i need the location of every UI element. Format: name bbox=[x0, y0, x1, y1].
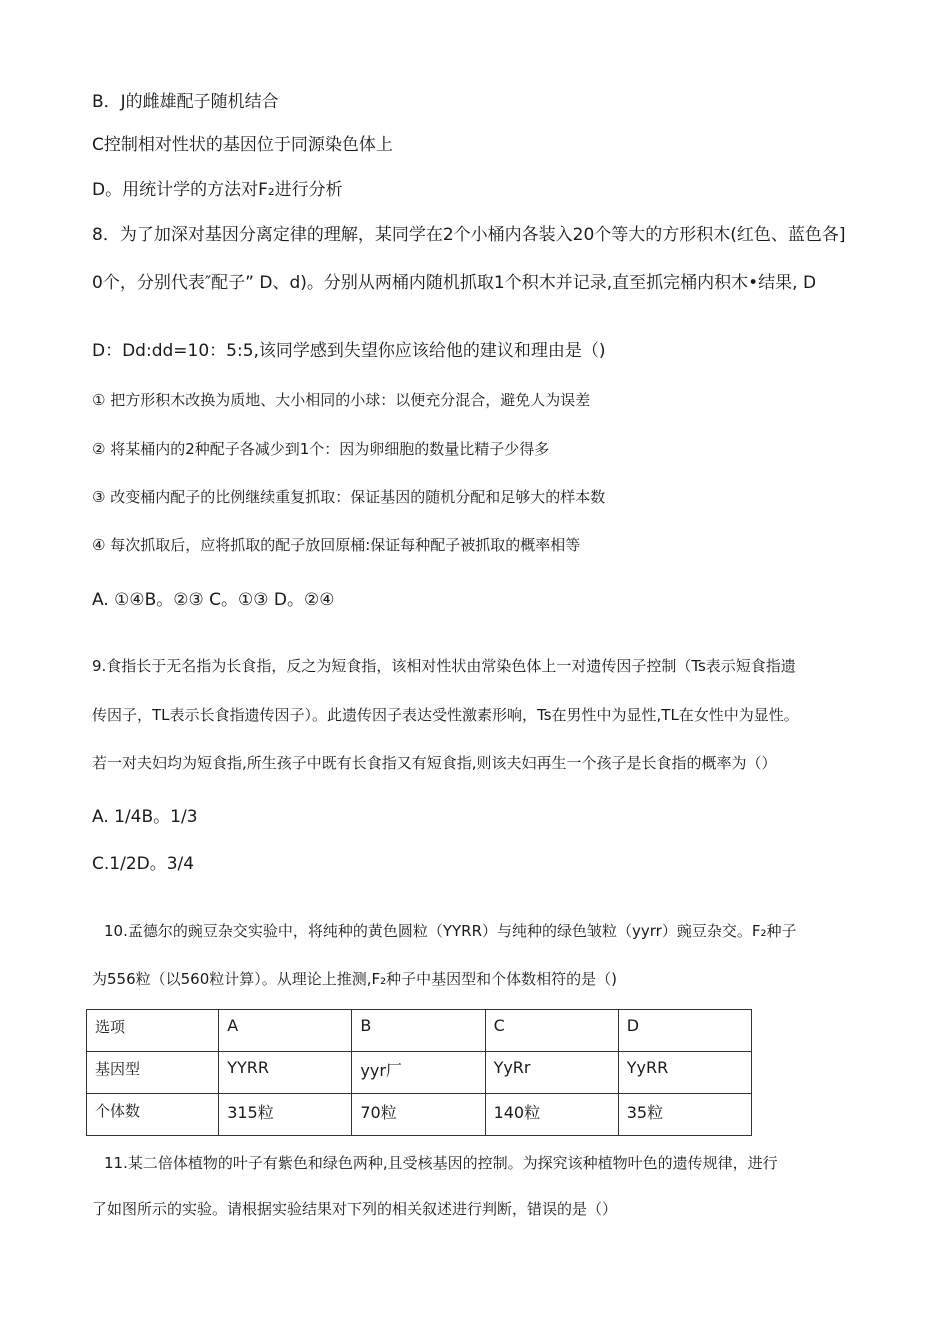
table-row bbox=[87, 1094, 752, 1136]
table-header-cell: 选项 bbox=[87, 1010, 219, 1052]
q8-item-4: ④ 每次抓取后，应将抓取的配子放回原桶:保证每种配子被抓取的概率相等 bbox=[92, 536, 581, 554]
table-header-cell: A bbox=[219, 1010, 352, 1052]
table-header-cell: B bbox=[352, 1010, 485, 1052]
q7-option-d: D。用统计学的方法对F₂进行分析 bbox=[92, 180, 343, 200]
q8-item-1: ① 把方形积木改换为质地、大小相同的小球：以便充分混合，避免人为误差 bbox=[92, 391, 591, 409]
table-cell: 70粒 bbox=[352, 1094, 485, 1136]
q7-option-c: C控制相对性状的基因位于同源染色体上 bbox=[92, 135, 393, 155]
table-cell: YyRR bbox=[618, 1052, 751, 1094]
table-cell: 基因型 bbox=[87, 1052, 219, 1094]
q8-answers: A. ①④B。②③ C。①③ D。②④ bbox=[92, 590, 335, 610]
q11-stem-line1: 11.某二倍体植物的叶子有紫色和绿色两种,且受核基因的控制。为探究该种植物叶色的遗传规律，进行 bbox=[104, 1154, 778, 1172]
q9-stem-line1: 9.食指长于无名指为长食指，反之为短食指，该相对性状由常染色体上一对遗传因子控制（Ts表示短食指遗 bbox=[92, 657, 796, 675]
table-cell: 140粒 bbox=[485, 1094, 618, 1136]
q9-stem-line3: 若一对夫妇均为短食指,所生孩子中既有长食指又有短食指,则该夫妇再生一个孩子是长食指的概率为（） bbox=[92, 754, 777, 772]
q11-stem-line2: 了如图所示的实验。请根据实验结果对下列的相关叙述进行判断，错误的是（） bbox=[92, 1200, 618, 1218]
q8-stem-line1: 8．为了加深对基因分离定律的理解，某同学在2个小桶内各装入20个等大的方形积木(红色、蓝色各] bbox=[92, 225, 846, 245]
q9-stem-line2: 传因子，TL表示长食指遗传因子）。此遗传因子表达受性激素形响，Ts在男性中为显性,TL在女性中为显性。 bbox=[92, 706, 799, 724]
q10-stem-line1: 10.孟德尔的豌豆杂交实验中，将纯种的黄色圆粒（YYRR）与纯种的绿色皱粒（yyrr）豌豆杂交。F₂种子 bbox=[104, 922, 797, 940]
table-header-cell: D bbox=[618, 1010, 751, 1052]
q8-item-3: ③ 改变桶内配子的比例继续重复抓取：保证基因的随机分配和足够大的样本数 bbox=[92, 488, 606, 506]
q8-item-2: ② 将某桶内的2种配子各减少到1个：因为卵细胞的数量比精子少得多 bbox=[92, 440, 550, 458]
table-cell: 35粒 bbox=[618, 1094, 751, 1136]
table-cell: yyr厂 bbox=[352, 1052, 485, 1094]
table-cell: YyRr bbox=[485, 1052, 618, 1094]
table-cell: 315粒 bbox=[219, 1094, 352, 1136]
q9-answers-cd: C.1/2D。3/4 bbox=[92, 854, 195, 874]
table-header-cell: C bbox=[485, 1010, 618, 1052]
table-cell: YYRR bbox=[219, 1052, 352, 1094]
table-cell: 个体数 bbox=[87, 1094, 219, 1136]
q7-option-b: B．J的雌雄配子随机结合 bbox=[92, 92, 279, 112]
q10-options-table bbox=[86, 1009, 752, 1136]
q10-stem-line2: 为556粒（以560粒计算）。从理论上推测,F₂种子中基因型和个体数相符的是（) bbox=[92, 970, 618, 988]
q9-answers-ab: A. 1/4B。1/3 bbox=[92, 807, 198, 827]
table-header-row bbox=[87, 1010, 752, 1052]
q8-stem-line3: D：Dd:dd=10：5:5,该同学感到失望你应该给他的建议和理由是（) bbox=[92, 341, 606, 361]
q8-stem-line2: 0个，分别代表″配子” D、d)。分别从两桶内随机抓取1个积木并记录,直至抓完桶内积木•结果, D bbox=[92, 273, 817, 293]
table-row bbox=[87, 1052, 752, 1094]
